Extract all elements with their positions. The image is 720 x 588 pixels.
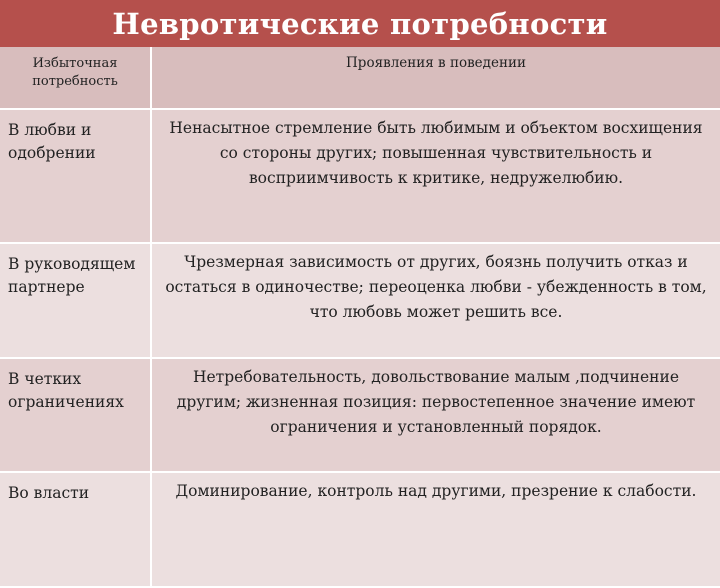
behavior-cell: Доминирование, контроль над другими, презрение к слабости. [151, 472, 720, 587]
needs-table [0, 47, 720, 588]
need-cell: Во власти [0, 472, 151, 587]
slide-title: Невротические потребности [112, 6, 608, 41]
table-header-row [0, 47, 720, 109]
need-cell: В четких ограничениях [0, 358, 151, 472]
behavior-cell: Чрезмерная зависимость от других, боязнь получить отказ и остаться в одиночестве; переоценка любви - убежденность в том, что любовь может решить все. [151, 243, 720, 358]
need-cell: В любви и одобрении [0, 109, 151, 243]
table-row [0, 243, 720, 358]
table-row [0, 358, 720, 472]
table-row [0, 472, 720, 587]
table-row [0, 109, 720, 243]
header-behavior: Проявления в поведении [151, 47, 720, 109]
behavior-cell: Ненасытное стремление быть любимым и объектом восхищения со стороны других; повышенная чувствительность и восприимчивость к критике, недружелюбию. [151, 109, 720, 243]
header-need: Избыточная потребность [0, 47, 151, 109]
behavior-cell: Нетребовательность, довольствование малым ,подчинение другим; жизненная позиция: первостепенное значение имеют ограничения и установленный порядок. [151, 358, 720, 472]
title-bar [0, 0, 720, 47]
need-cell: В руководящем партнере [0, 243, 151, 358]
